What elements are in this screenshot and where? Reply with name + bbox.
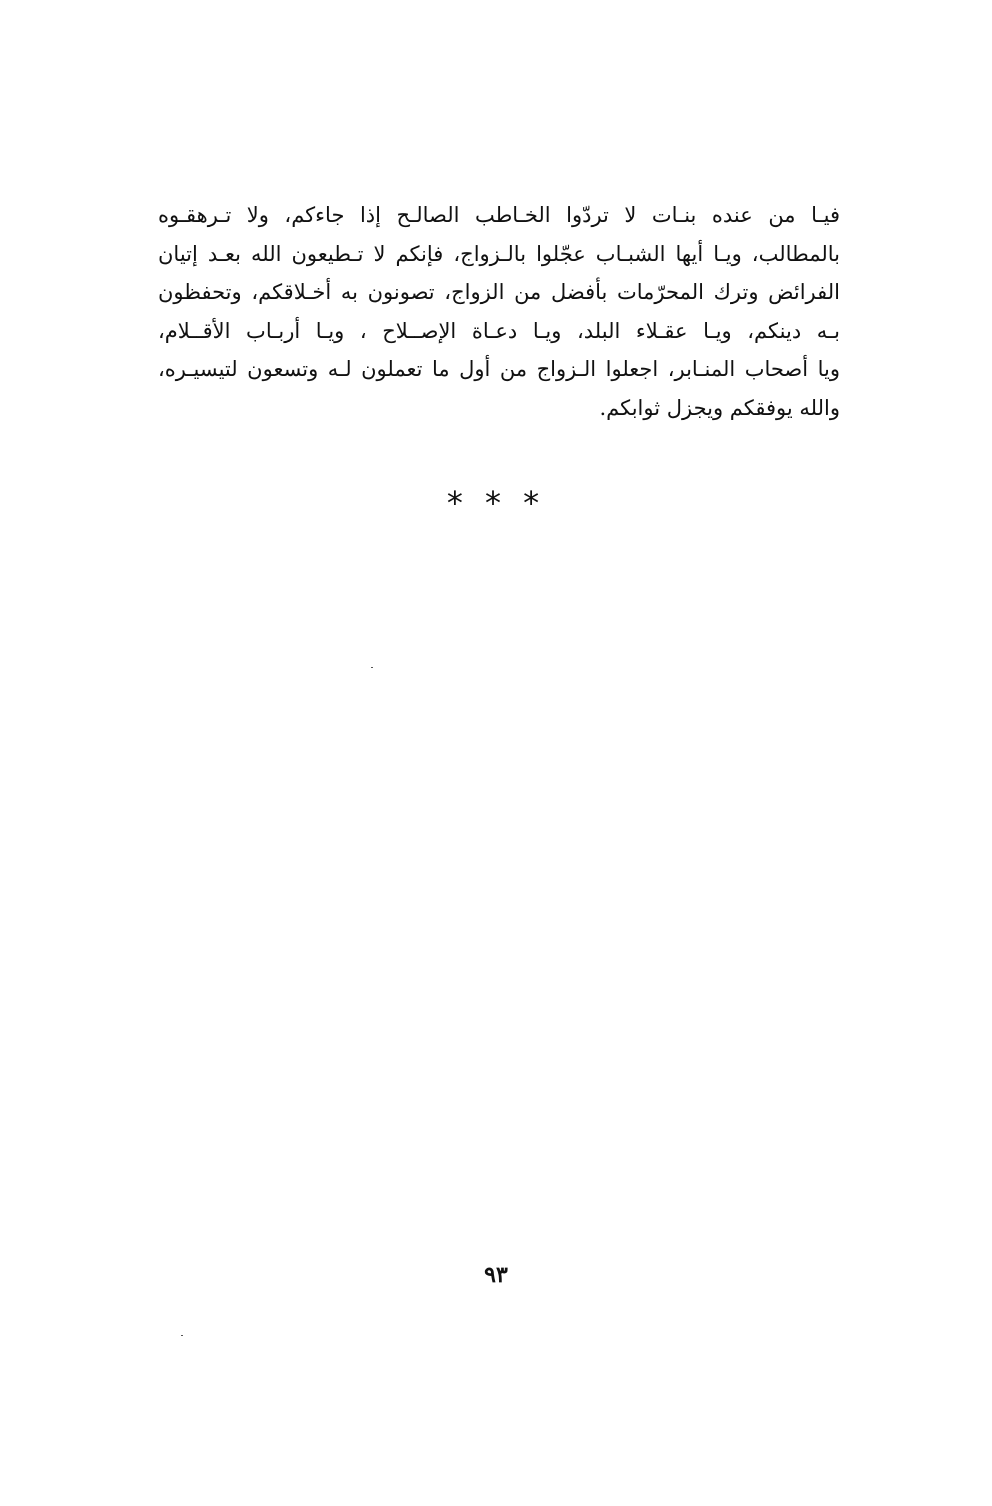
scan-speck (181, 1335, 183, 1336)
section-separator: * * * (446, 484, 546, 522)
page-number: ٩٣ (484, 1262, 508, 1288)
paragraph-line-2: بالمطالب، ويـا أيها الشبـاب عجّلوا بالـزواج، فإنكم لا تـطيعون الله بعـد إتيان (158, 241, 840, 266)
scan-speck (371, 667, 373, 668)
body-paragraph (158, 196, 840, 427)
paragraph-line-3: الفرائض وترك المحرّمات بأفضل من الزواج، تصونون به أخـلاقكم، وتحفظون (158, 280, 840, 304)
paragraph-line-4: بـه دينكم، ويـا عقـلاء البلد، ويـا دعـاة الإصــلاح ، ويـا أربـاب الأقــلام، (158, 318, 840, 343)
paragraph-line-1: فيـا من عنده بنـات لا تردّوا الخـاطب الصالـح إذا جاءكم، ولا تـرهقـوه (158, 203, 840, 227)
paragraph-line-5: ويا أصحاب المنـابر، اجعلوا الـزواج من أول ما تعملون لـه وتسعون لتيسيـره، (158, 357, 840, 381)
paragraph-line-6: والله يوفقكم ويجزل ثوابكم. (599, 395, 840, 420)
